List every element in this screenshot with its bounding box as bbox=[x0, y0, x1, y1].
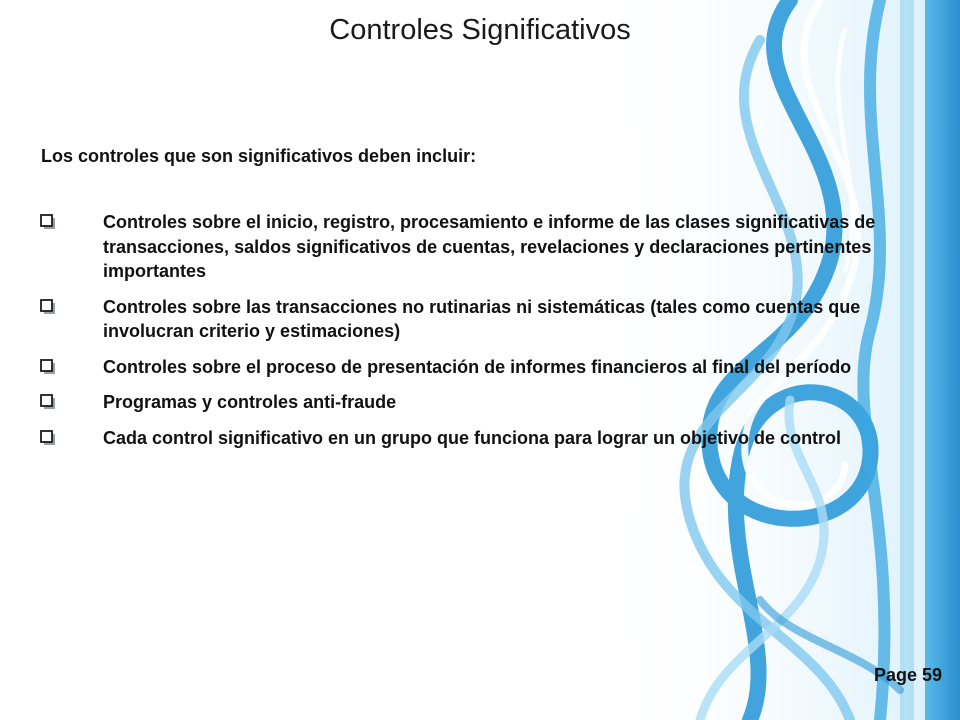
bullet-text: Controles sobre las transacciones no rutinarias ni sistemáticas (tales como cuentas que involucran criterio y estimaciones) bbox=[103, 296, 861, 341]
bullet-text: Programas y controles anti-fraude bbox=[103, 392, 397, 412]
hollow-square-bullet-icon bbox=[40, 430, 56, 446]
bullet-text: Controles sobre el proceso de presentación de informes financieros al final del período bbox=[103, 356, 852, 377]
slide-title: Controles Significativos bbox=[329, 14, 631, 46]
list-item bbox=[40, 210, 890, 284]
list-item bbox=[40, 390, 890, 415]
page-number: Page 59 bbox=[873, 665, 942, 685]
hollow-square-bullet-icon bbox=[40, 359, 56, 375]
list-item bbox=[40, 426, 890, 451]
bullet-text: Cada control significativo en un grupo que funciona para lograr un objetivo de control bbox=[103, 427, 842, 448]
intro-text: Los controles que son significativos deben incluir: bbox=[41, 146, 477, 166]
bullet-text: Controles sobre el inicio, registro, procesamiento e informe de las clases significativas de transacciones, saldos significativos de cuentas, revelaciones y declaraciones pertinentes importantes bbox=[103, 212, 876, 281]
list-item bbox=[40, 295, 890, 344]
bullet-list bbox=[40, 210, 890, 461]
list-item bbox=[40, 355, 890, 380]
hollow-square-bullet-icon bbox=[40, 214, 56, 230]
hollow-square-bullet-icon bbox=[40, 299, 56, 315]
hollow-square-bullet-icon bbox=[40, 394, 56, 410]
